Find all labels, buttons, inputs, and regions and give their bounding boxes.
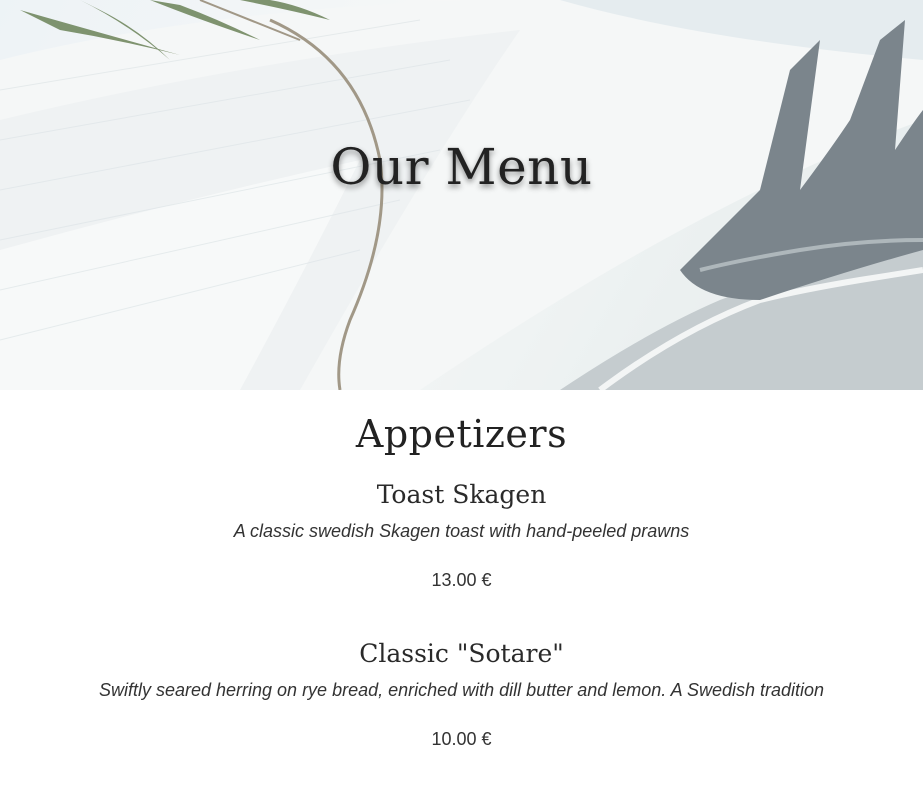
menu-item-description: A classic swedish Skagen toast with hand-peeled prawns xyxy=(233,521,690,541)
menu-item xyxy=(0,480,923,591)
menu-section xyxy=(0,412,923,750)
menu-item-name: Classic "Sotare" xyxy=(359,639,564,668)
menu-item-price: 13.00 € xyxy=(431,570,492,590)
page-title: Our Menu xyxy=(330,138,593,196)
menu-item xyxy=(0,639,923,750)
section-title-appetizers: Appetizers xyxy=(355,412,568,456)
hero-banner xyxy=(0,0,923,390)
menu-item-description: Swiftly seared herring on rye bread, enriched with dill butter and lemon. A Swedish tradition xyxy=(98,680,825,700)
menu-item-name: Toast Skagen xyxy=(376,480,547,509)
menu-item-price: 10.00 € xyxy=(431,729,492,749)
